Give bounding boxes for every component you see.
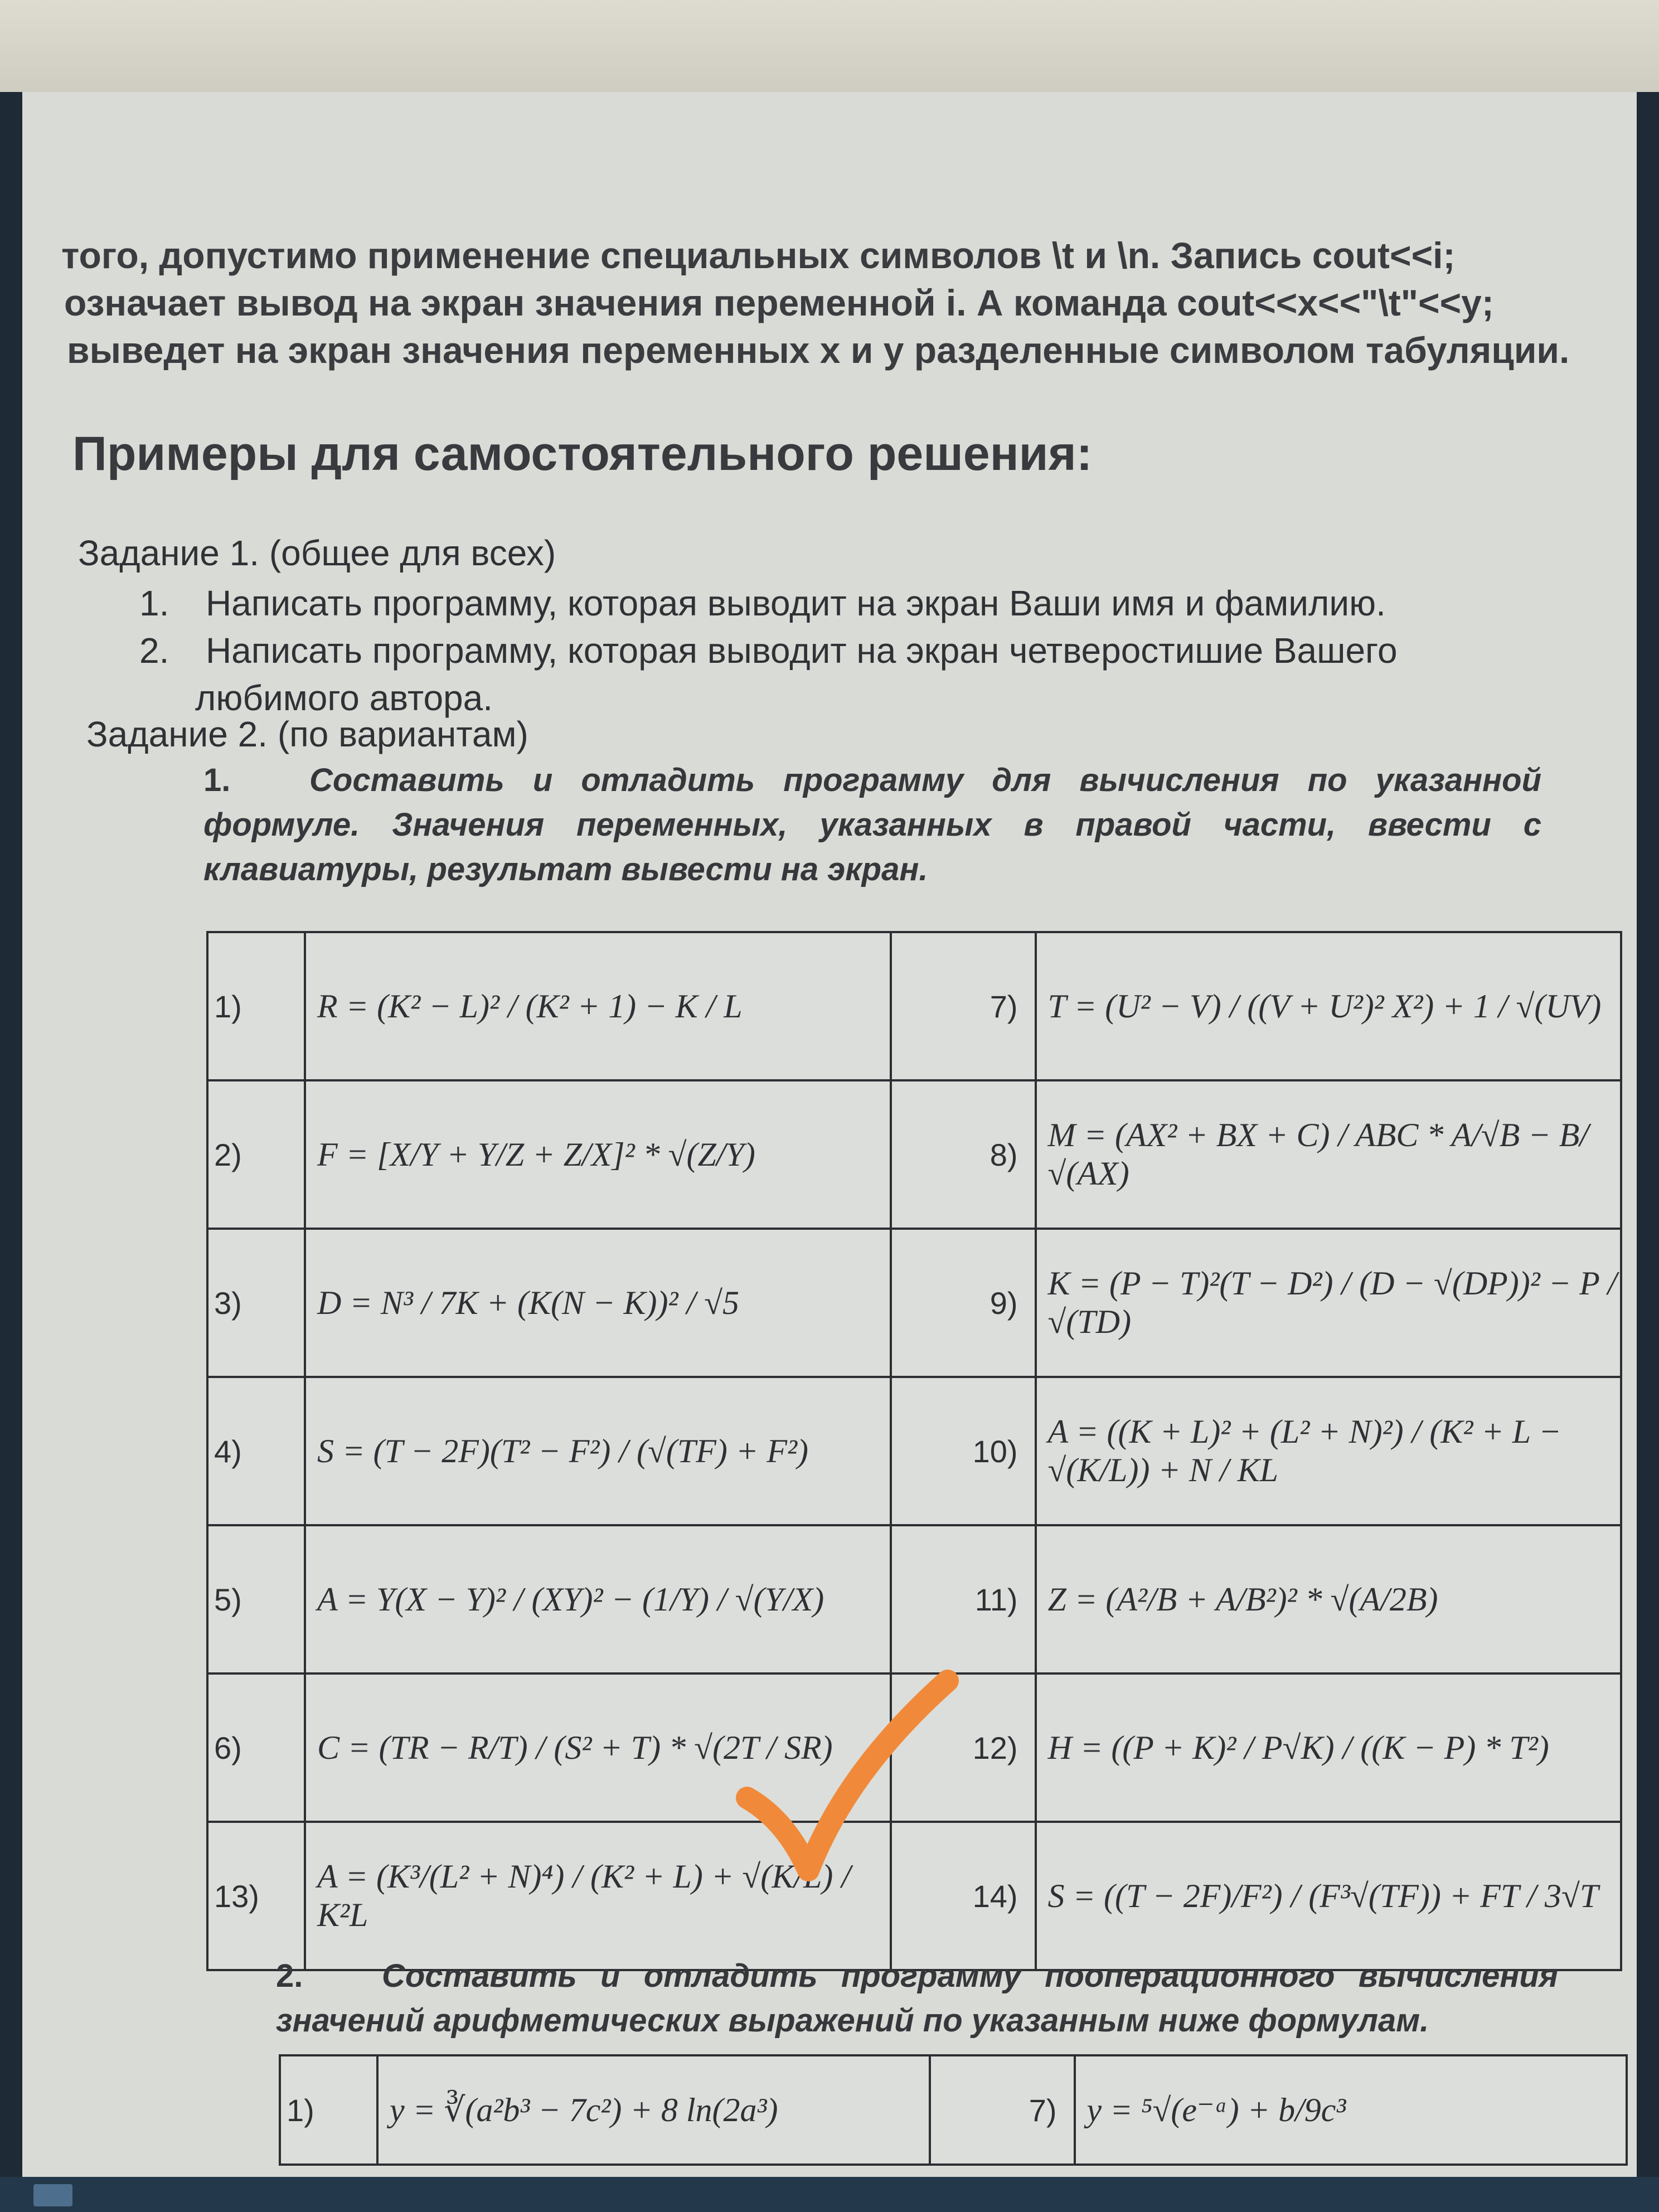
variant-number: 11) [891,1525,1036,1673]
task2-hint-2-text: Составить и отладить программу пооперационного вычисления значений арифметических выражений по указанным ниже формулам. [276,1958,1558,2039]
intro-line-2: означает вывод на экран значения переменной i. А команда cout<<x<<"\t"<<y; [64,282,1494,323]
formula-table-2 [279,2054,1628,2166]
formula: S = ((T − 2F)/F²) / (F³√(TF)) + FT / 3√T [1036,1822,1622,1970]
task1-item-2-continuation: любимого автора. [195,678,493,718]
variant-number: 6) [207,1673,305,1822]
variant-number: 7) [891,932,1036,1080]
formula: A = (K³/(L² + N)⁴) / (K² + L) + √(K/L) / K²L [305,1822,891,1970]
task1-item-2-text: Написать программу, которая выводит на экран четверостишие Вашего [205,630,1398,671]
intro-line-3: выведет на экран значения переменных x и y разделенные символом табуляции. [67,329,1570,371]
formula: K = (P − T)²(T − D²) / (D − √(DP))² − P / √(TD) [1036,1229,1622,1377]
variant-number: 3) [207,1229,305,1377]
formula: F = [X/Y + Y/Z + Z/X]² * √(Z/Y) [305,1080,891,1229]
task1-item-2 [139,630,1398,671]
task1-title: Задание 1. (общее для всех) [78,533,556,573]
variant-number: 9) [891,1229,1036,1377]
formula: Z = (A²/B + A/B²)² * √(A/2B) [1036,1525,1622,1673]
formula-table-1-row [207,932,1621,1080]
formula: A = ((K + L)² + (L² + N)²) / (K² + L − √(K/L)) + N / KL [1036,1377,1622,1525]
variant-number: 14) [891,1822,1036,1970]
task1-item-1-text: Написать программу, которая выводит на экран Ваши имя и фамилию. [205,583,1386,623]
task2-hint-2-num: 2. [276,1958,303,1994]
formula-table-1-row [207,1525,1621,1673]
checkmark-stroke [747,1681,948,1870]
formula: M = (AX² + BX + C) / ABC * A/√B − B/√(AX) [1036,1080,1622,1229]
task2-hint-2 [276,1954,1558,2043]
formula: S = (T − 2F)(T² − F²) / (√(TF) + F²) [305,1377,891,1525]
variant-number: 13) [207,1822,305,1970]
formula: H = ((P + K)² / P√K) / ((K − P) * T²) [1036,1673,1622,1822]
task2-hint-1 [203,758,1541,892]
formula-table-1-row [207,1377,1621,1525]
task1-item-1-num: 1. [139,583,169,623]
section-title: Примеры для самостоятельного решения: [72,427,1093,481]
variant-number: 5) [207,1525,305,1673]
checkmark-icon [736,1670,959,1893]
task1-item-2-num: 2. [139,630,169,671]
formula: C = (TR − R/T) / (S² + T) * √(2T / SR) [305,1673,891,1822]
variant-number: 7) [930,2055,1075,2165]
variant-number: 1) [280,2055,377,2165]
task2-hint-1-num: 1. [203,762,231,798]
formula: R = (K² − L)² / (K² + 1) − K / L [305,932,891,1080]
formula: T = (U² − V) / ((V + U²)² X²) + 1 / √(UV) [1036,932,1622,1080]
formula-table-1-row [207,1229,1621,1377]
formula-table-1-row [207,1080,1621,1229]
variant-number: 8) [891,1080,1036,1229]
formula: y = ⁵√(e⁻ᵃ) + b/9c³ [1075,2055,1627,2165]
start-button[interactable] [33,2184,72,2206]
task1-item-1 [139,583,1386,624]
intro-line-1: того, допустимо применение специальных символов \t и \n. Запись cout<<i; [61,235,1456,276]
document-page [22,92,1637,2177]
task2-hint-1-text: Составить и отладить программу для вычисления по указанной формуле. Значения переменных, указанных в правой части, ввести с клавиатуры, результат вывести на экран. [203,762,1541,887]
variant-number: 4) [207,1377,305,1525]
taskbar [0,2177,1659,2212]
formula: y = ∛(a²b³ − 7c²) + 8 ln(2a³) [377,2055,930,2165]
formula: A = Y(X − Y)² / (XY)² − (1/Y) / √(Y/X) [305,1525,891,1673]
monitor-top-strip [0,0,1659,92]
variant-number: 1) [207,932,305,1080]
formula-table-2-row [280,2055,1627,2165]
variant-number: 2) [207,1080,305,1229]
task2-title: Задание 2. (по вариантам) [86,714,528,754]
variant-number: 10) [891,1377,1036,1525]
formula: D = N³ / 7K + (K(N − K))² / √5 [305,1229,891,1377]
variant-number: 12) [891,1673,1036,1822]
